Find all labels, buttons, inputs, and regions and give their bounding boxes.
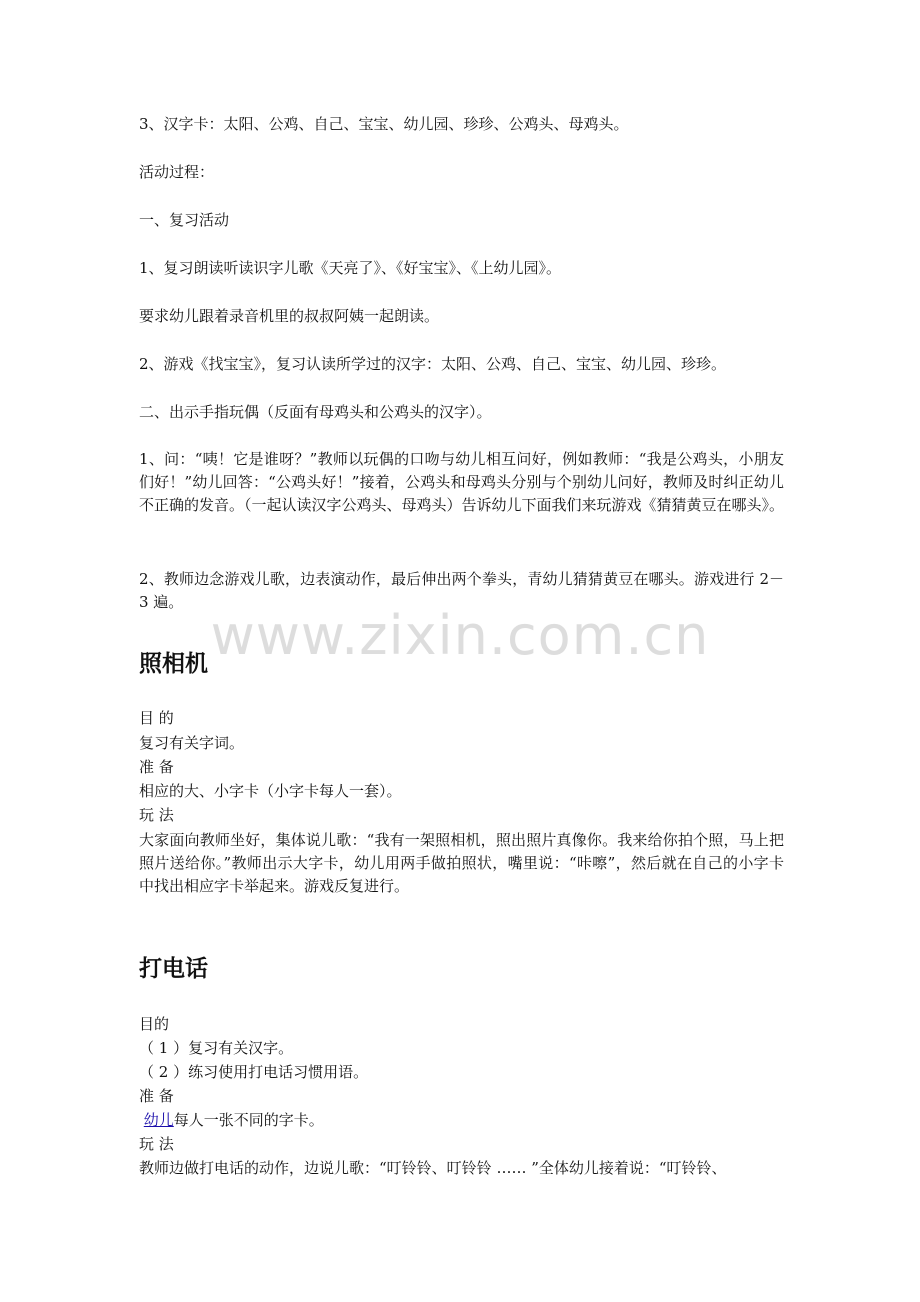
camera-prep-text: 相应的大、小字卡（小字卡每人一套）。 — [139, 782, 402, 800]
phone-goal-item-2: （ 2 ）练习使用打电话习惯用语。 — [139, 1063, 369, 1081]
puppet-item-2: 2、教师边念游戏儿歌，边表演动作，最后伸出两个拳头，青幼儿猜猜黄豆在哪头。游戏进行 2－3 遍。 — [139, 570, 784, 611]
review-requirement: 要求幼儿跟着录音机里的叔叔阿姨一起朗读。 — [139, 307, 440, 325]
phone-goal-item-1: （ 1 ）复习有关汉字。 — [139, 1039, 294, 1057]
puppet-heading: 二、出示手指玩偶（反面有母鸡头和公鸡头的汉字）。 — [139, 403, 492, 421]
children-link[interactable]: 幼儿 — [143, 1111, 174, 1129]
camera-goal-label: 目 的 — [139, 709, 174, 727]
phone-prep-line — [139, 1110, 324, 1130]
camera-game-title: 照相机 — [139, 651, 208, 677]
process-label: 活动过程： — [139, 163, 215, 181]
phone-prep-label: 准 备 — [139, 1087, 174, 1105]
review-item-1: 1、复习朗读听读识字儿歌《天亮了》、《好宝宝》、《上幼儿园》。 — [139, 259, 562, 277]
phone-game-title: 打电话 — [139, 956, 208, 982]
materials-line: 3、汉字卡：太阳、公鸡、自己、宝宝、幼儿园、珍珍、公鸡头、母鸡头。 — [139, 115, 629, 133]
watermark: www.zixin.com.cn — [210, 604, 710, 667]
phone-play-label: 玩 法 — [139, 1135, 174, 1153]
review-heading: 一、复习活动 — [139, 211, 230, 229]
camera-play-text: 大家面向教师坐好，集体说儿歌：“我有一架照相机，照出照片真像你。我来给你拍个照，马上把照片送给你。”教师出示大字卡，幼儿用两手做拍照状，嘴里说：“咔嚓”，然后就在自己的小字卡中找出相应字卡举起来。游戏反复进行。 — [139, 831, 784, 895]
camera-goal-text: 复习有关字词。 — [139, 734, 245, 752]
puppet-item-1: 1、问：“咦！它是谁呀？”教师以玩偶的口吻与幼儿相互问好，例如教师：“我是公鸡头，小朋友们好！”幼儿回答：“公鸡头好！”接着，公鸡头和母鸡头分别与个别幼儿问好，教师及时纠正幼儿不正确的发音。（一起认读汉字公鸡头、母鸡头）告诉幼儿下面我们来玩游戏《猜猜黄豆在哪头》。 — [139, 450, 785, 514]
review-item-2: 2、游戏《找宝宝》，复习认读所学过的汉字：太阳、公鸡、自己、宝宝、幼儿园、珍珍。 — [139, 355, 727, 373]
phone-goal-label: 目的 — [139, 1015, 170, 1033]
phone-play-text: 教师边做打电话的动作，边说儿歌：“叮铃铃、叮铃铃 …… ”全体幼儿接着说：“叮铃铃、 — [139, 1159, 727, 1177]
phone-prep-text: 每人一张不同的字卡。 — [173, 1111, 324, 1129]
camera-prep-label: 准 备 — [139, 758, 174, 776]
camera-play-label: 玩 法 — [139, 806, 174, 824]
